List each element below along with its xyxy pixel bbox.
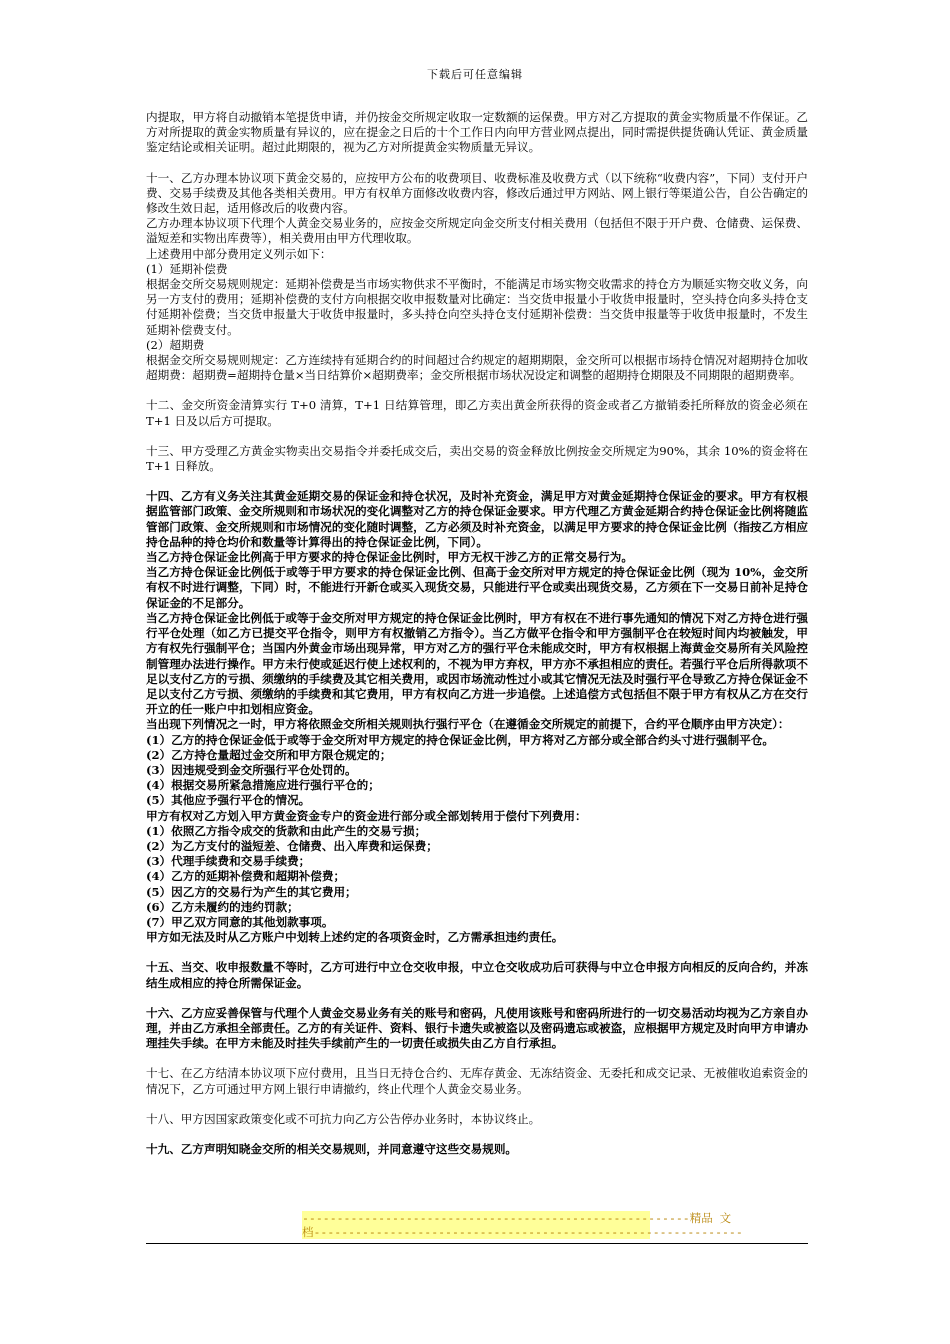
paragraph-spacer [146,991,808,1006]
paragraph-spacer [146,945,808,960]
paragraph: (3）代理手续费和交易手续费； [146,854,311,869]
paragraph: (1）延期补偿费 [146,261,228,276]
paragraph: (2）为乙方支付的溢短差、仓储费、出入库费和运保费； [146,838,438,853]
paragraph: 十九、乙方声明知晓金交所的相关交易规则，并同意遵守这些交易规则。 [146,1141,518,1156]
paragraph-spacer [146,1051,808,1066]
paragraph: (4）乙方的延期补偿费和超期补偿费； [146,869,346,884]
paragraph: 十三、甲方受理乙方黄金实物卖出交易指令并委托成交后，卖出交易的资金释放比例按金交所规定为90%，其余 10%的资金将在 T+1 日释放。 [146,443,808,474]
paragraph: 根据金交所交易规则规定：延期补偿费是当市场实物供求不平衡时，不能满足市场实物交收需求的持仓方为顺延实物交收义务，向另一方支付的费用；延期补偿费的支付方向根据交收申报数量对比确定：当交货申报量小于收货申报量时，空头持仓向多头持仓支付延期补偿费；当交货申报量大于收货申报量时，多头持仓向空头持仓支付延期补偿费：当交货申报量等于收货申报量时，不发生延期补偿费支付。 [146,277,808,337]
paragraph: 十六、乙方应妥善保管与代理个人黄金交易业务有关的账号和密码，凡使用该账号和密码所进行的一切交易活动均视为乙方亲自办理，并由乙方承担全部责任。乙方的有关证件、资料、银行卡遗失或被盗以及密码遗忘或被盗，应根据甲方规定及时向甲方申请办理挂失手续。在甲方未能及时挂失手续前产生的一切责任或损失由乙方自行承担。 [146,1005,808,1051]
footer-watermark [302,1211,743,1239]
paragraph: 甲方有权对乙方划入甲方黄金资金专户的资金进行部分或全部划转用于偿付下列费用： [146,808,587,823]
paragraph: 内提取，甲方将自动撤销本笔提货申请，并仍按金交所规定收取一定数额的运保费。甲方对乙方提取的黄金实物质量不作保证。乙方对所提取的黄金实物质量有异议的，应在提金之日后的十个工作日内向甲方营业网点提出，同时需提供提货确认凭证、黄金质量鉴定结论或相关证明。超过此期限的，视为乙方对所提黄金实物质量无异议。 [146,110,808,155]
paragraph: (2）超期费 [146,337,205,352]
paragraph: (5）因乙方的交易行为产生的其它费用； [146,884,357,899]
paragraph: 当出现下列情况之一时，甲方将依照金交所相关规则执行强行平仓（在遵循金交所规定的前提下，合约平仓顺序由甲方决定）： [146,717,790,732]
paragraph: (4）根据交易所紧急措施应进行强行平仓的； [146,778,380,793]
paragraph: 乙方办理本协议项下代理个人黄金交易业务的，应按金交所规定向金交所支付相关费用（包括但不限于开户费、仓储费、运保费、溢短差和实物出库费等），相关费用由甲方代理收取。 [146,216,808,246]
paragraph: (7）甲乙双方同意的其他划款事项。 [146,914,334,929]
paragraph: 当乙方持仓保证金比例高于甲方要求的持仓保证金比例时，甲方无权干涉乙方的正常交易行为。 [146,550,633,565]
document-body [146,110,808,1157]
paragraph: 十一、乙方办理本协议项下黄金交易的，应按甲方公布的收费项目、收费标准及收费方式（以下统称“收费内容”，下同）支付开户费、交易手续费及其他各类相关费用。甲方有权单方面修改收费内容，修改后通过甲方网站、网上银行等渠道公告，自公告确定的修改生效日起，适用修改后的收费内容。 [146,170,808,216]
paragraph: 十八、甲方因国家政策变化或不可抗力向乙方公告停办业务时，本协议终止。 [146,1111,541,1126]
paragraph: (6）乙方未履约的违约罚款； [146,899,299,914]
paragraph: 甲方如无法及时从乙方账户中划转上述约定的各项资金时，乙方需承担违约责任。 [146,930,564,945]
paragraph: 十七、在乙方结清本协议项下应付费用，且当日无持仓合约、无库存黄金、无冻结资金、无委托和成交记录、无被催收追索资金的情况下，乙方可通过甲方网上银行申请撤约，终止代理个人黄金交易业务。 [146,1066,808,1096]
footer-watermark-line-2: 档-------------------------------------------------------------- [302,1225,743,1239]
page-header: 下载后可任意编辑 [427,68,523,81]
paragraph: 十五、当交、收申报数量不等时，乙方可进行中立仓交收申报，中立仓交收成功后可获得与中立仓申报方向相反的反向合约，并冻结生成相应的持仓所需保证金。 [146,960,808,990]
paragraph: 十二、金交所资金清算实行 T+0 清算，T+1 日结算管理，即乙方卖出黄金所获得的资金或者乙方撤销委托所释放的资金必须在 T+1 日及以后方可提取。 [146,398,808,428]
paragraph: (2）乙方持仓量超过金交所和甲方限仓规定的； [146,747,392,762]
paragraph-spacer [146,1127,808,1142]
paragraph: 当乙方持仓保证金比例低于或等于金交所对甲方规定的持仓保证金比例时，甲方有权在不进行事先通知的情况下对乙方持仓进行强行平仓处理（如乙方已提交平仓指令，则甲方有权撤销乙方指令）。当乙方做平仓指令和甲方强制平仓在较短时间内均被触发，甲方有权先行强制平仓；当国内外黄金市场出现异常，甲方对乙方的强行平仓未能成交时，甲方有权根据上海黄金交易所有关风险控制管理办法进行操作。甲方未行使或延迟行使上述权利的，不视为甲方弃权，甲方亦不承担相应的责任。若强行平仓后所得款项不足以支付乙方的亏损、须缴纳的手续费及其它相关费用，或因市场流动性过小或其它情况无法及时强行平仓导致乙方持仓保证金不足以支付乙方亏损、须缴纳的手续费和其它费用，甲方有权向乙方进一步追偿。上述追偿方式包括但不限于甲方有权从乙方在交行开立的任一账户中扣划相应资金。 [146,610,808,717]
paragraph-spacer [146,429,808,444]
paragraph-spacer [146,1097,808,1112]
paragraph-spacer [146,383,808,398]
footer-watermark-line-1: --------------------------------------------------------精品 文 [302,1211,732,1225]
paragraph: (1）依照乙方指令成交的货款和由此产生的交易亏损； [146,823,427,838]
footer-divider [146,1243,808,1244]
paragraph: 上述费用中部分费用定义列示如下： [146,246,332,261]
paragraph: 当乙方持仓保证金比例低于或等于甲方要求的持仓保证金比例、但高于金交所对甲方规定的持仓保证金比例（现为 10%，金交所有权不时进行调整，下同）时，不能进行开新仓或买入现货交易，只能进行平仓或卖出现货交易，乙方须在下一交易日前补足持仓保证金的不足部分。 [146,565,808,610]
paragraph: (1）乙方的持仓保证金低于或等于金交所对甲方规定的持仓保证金比例，甲方将对乙方部分或全部合约头寸进行强制平仓。 [146,732,775,747]
paragraph: 根据金交所交易规则规定：乙方连续持有延期合约的时间超过合约规定的超期期限，金交所可以根据市场持仓情况对超期持仓加收超期费：超期费=超期持仓量×当日结算价×超期费率；金交所根据市场状况设定和调整的超期持仓期限及不同期限的超期费率。 [146,353,808,383]
paragraph: (3）因违规受到金交所强行平仓处罚的。 [146,762,357,777]
paragraph: 十四、乙方有义务关注其黄金延期交易的保证金和持仓状况，及时补充资金，满足甲方对黄金延期持仓保证金的要求。甲方有权根据监管部门政策、金交所规则和市场状况的变化调整对乙方的持仓保证金要求。甲方代理乙方黄金延期合约持仓保证金比例将随监管部门政策、金交所规则和市场情况的变化随时调整，乙方必须及时补充资金，以满足甲方要求的持仓保证金比例（指按乙方相应持仓品种的持仓均价和数量等计算得出的持仓保证金比例，下同）。 [146,489,808,549]
paragraph-spacer [146,156,808,171]
paragraph: (5）其他应予强行平仓的情况。 [146,793,311,808]
paragraph-spacer [146,474,808,489]
